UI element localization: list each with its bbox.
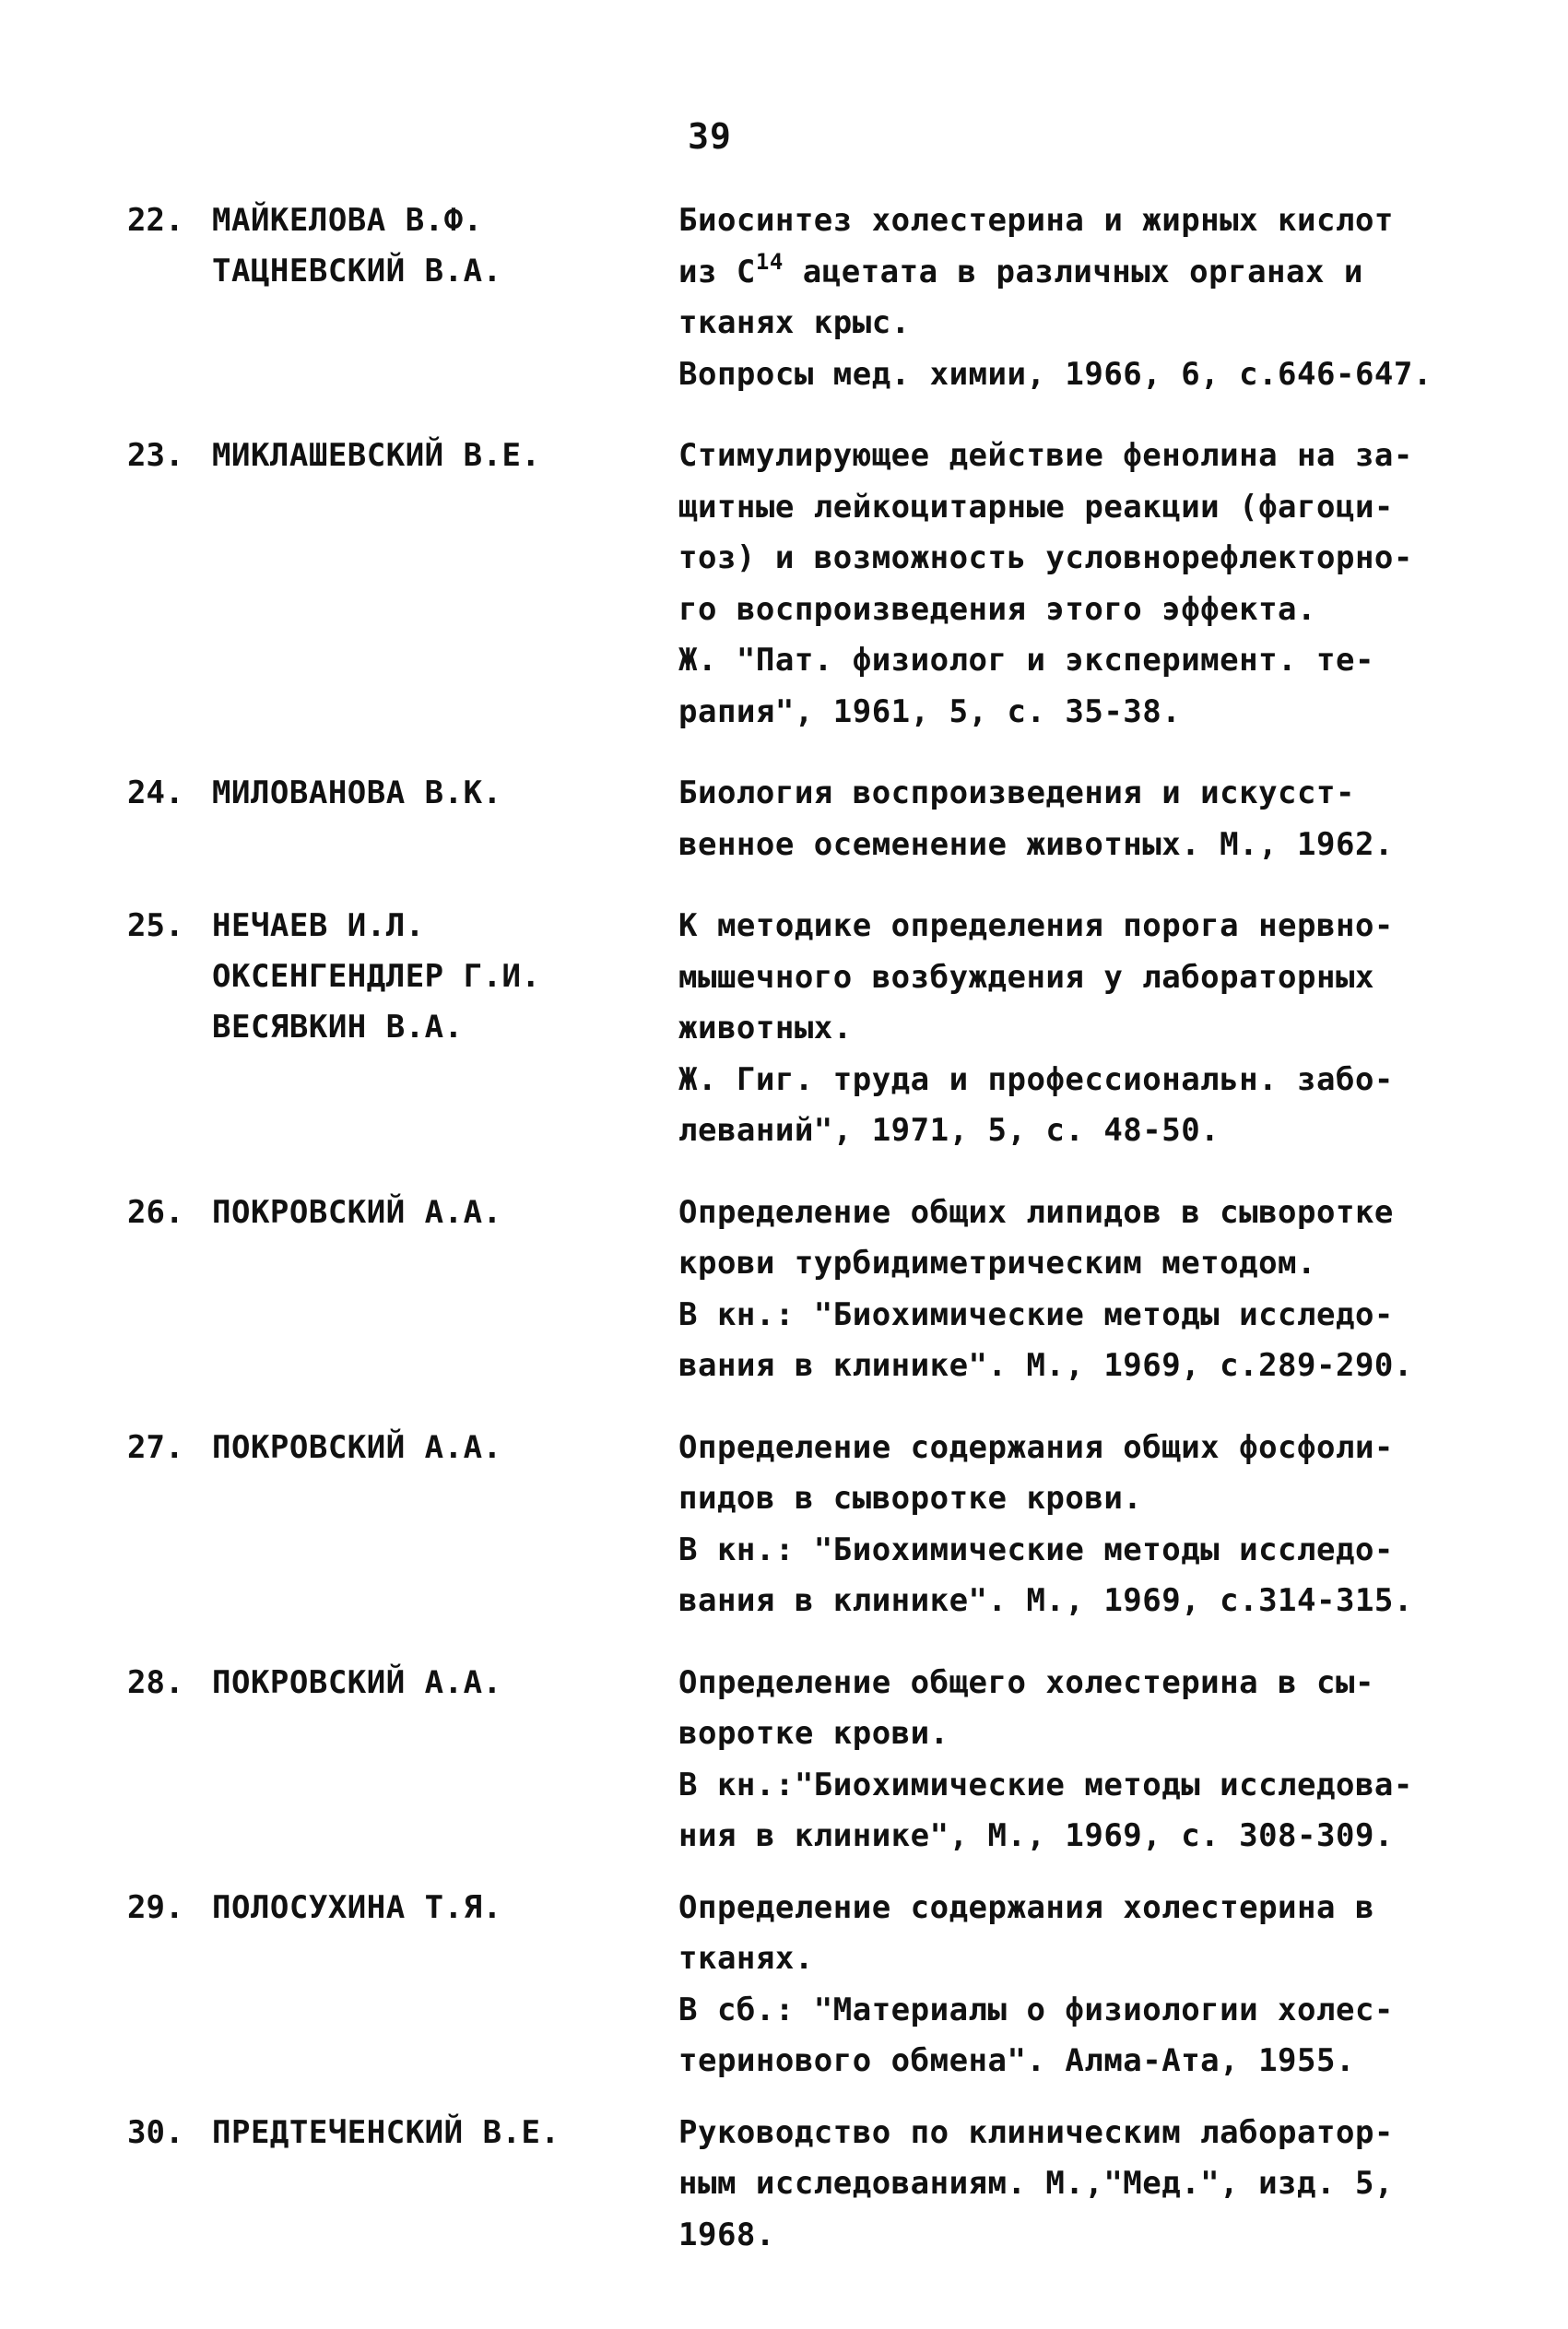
description-line: воротке крови. [678,1715,949,1752]
entry-authors [212,431,541,481]
description-line: тканях крыс. [678,304,911,341]
description-line: го воспроизведения этого эффекта. [678,590,1317,628]
entry-number: 30. [127,2113,184,2151]
entry-authors [212,1658,502,1708]
bibliography-entry [127,1423,1491,1627]
entry-description [678,195,1490,400]
entry-left-column [127,431,678,481]
description-line: В кн.: "Биохимические методы исследо- [678,1531,1394,1568]
entry-description [678,1883,1490,2087]
author-name: МИКЛАШЕВСКИЙ В.Е. [212,437,541,474]
entry-number: 28. [127,1663,184,1701]
author-name: ПРЕДТЕЧЕНСКИЙ В.Е. [212,2113,560,2151]
author-name: ПОКРОВСКИЙ А.А. [212,1663,502,1701]
description-line: Определение общих липидов в сыворотке [678,1193,1394,1231]
entry-authors [212,901,541,1053]
entry-description [678,431,1490,738]
entry-left-column [127,1883,678,1933]
author-name: МАЙКЕЛОВА В.Ф. [212,202,483,239]
description-line: Стимулирующее действие фенолина на за- [678,437,1413,474]
description-line: К методике определения порога нервно- [678,907,1394,944]
description-line: Ж. Гиг. труда и профессиональн. забо- [678,1060,1394,1098]
description-line: теринового обмена". Алма-Ата, 1955. [678,2042,1355,2079]
entry-description [678,1658,1490,1862]
entry-authors [212,1423,502,1473]
description-line: тканях. [678,1940,814,1977]
entry-number: 29. [127,1888,184,1926]
entry-authors [212,195,502,297]
description-line: Руководство по клиническим лаборатор- [678,2113,1394,2151]
isotope-superscript: 14 [755,248,784,275]
entry-description [678,1423,1490,1627]
isotope-prefix: из С [678,253,756,290]
bibliography-entry [127,431,1491,738]
entry-number: 26. [127,1193,184,1231]
entry-left-column [127,1188,678,1238]
description-line: ным исследованиям. М.,"Мед.", изд. 5, [678,2165,1394,2202]
description-line: Биосинтез холестерина и жирных кислот [678,202,1394,239]
description-line: леваний", 1971, 5, с. 48-50. [678,1112,1220,1149]
description-line: рапия", 1961, 5, с. 35-38. [678,692,1182,730]
description-line: пидов в сыворотке крови. [678,1480,1143,1517]
entry-number: 25. [127,907,184,944]
entry-number: 27. [127,1428,184,1466]
description-line: вания в клинике". М., 1969, с.314-315. [678,1582,1413,1619]
description-line: В кн.: "Биохимические методы исследо- [678,1295,1394,1333]
page-number: 39 [688,116,732,157]
author-name: НЕЧАЕВ И.Л. [212,907,425,944]
entry-left-column [127,768,678,819]
description-line-rest: ацетата в различных органах и [802,253,1363,290]
entry-number: 22. [127,202,184,239]
entry-number: 23. [127,437,184,474]
entry-authors [212,1883,502,1933]
bibliography-entry [127,901,1491,1157]
bibliography-entry [127,1658,1491,1862]
description-line: мышечного возбуждения у лабораторных [678,958,1374,996]
entry-description [678,1188,1490,1392]
bibliography-entry [127,2108,1491,2262]
entry-left-column [127,901,678,1053]
description-line: тоз) и возможность условнорефлекторно- [678,539,1413,576]
entry-description [678,2108,1490,2262]
author-name: ПОЛОСУХИНА Т.Я. [212,1888,502,1926]
entry-authors [212,768,502,819]
entry-left-column [127,2108,678,2158]
entry-left-column [127,1658,678,1708]
description-line: вания в клинике". М., 1969, с.289-290. [678,1347,1413,1384]
entry-description [678,768,1490,870]
description-line: щитные лейкоцитарные реакции (фагоци- [678,488,1394,526]
description-line: венное осеменение животных. М., 1962. [678,825,1394,863]
author-name: ТАЦНЕВСКИЙ В.А. [212,253,502,290]
entry-description [678,901,1490,1157]
bibliography-entry [127,768,1491,870]
author-name: МИЛОВАНОВА В.К. [212,774,502,811]
bibliography-entry [127,1883,1491,2087]
author-name: ПОКРОВСКИЙ А.А. [212,1428,502,1466]
description-line: Вопросы мед. химии, 1966, 6, с.646-647. [678,355,1432,393]
bibliography-entry [127,1188,1491,1392]
description-line: В кн.:"Биохимические методы исследова- [678,1766,1413,1803]
description-line: Определение общего холестерина в сы- [678,1663,1374,1701]
author-name: ПОКРОВСКИЙ А.А. [212,1193,502,1231]
bibliography-list [127,195,1491,2261]
entry-left-column [127,195,678,297]
entry-authors [212,1188,502,1238]
description-line: В сб.: "Материалы о физиологии холес- [678,1991,1394,2028]
description-line: Биология воспроизведения и искусст- [678,774,1355,811]
description-line: Определение содержания общих фосфоли- [678,1428,1394,1466]
description-line: ния в клинике", М., 1969, с. 308-309. [678,1817,1394,1854]
entry-left-column [127,1423,678,1473]
entry-number: 24. [127,774,184,811]
description-line [678,247,1490,299]
author-name: ОКСЕНГЕНДЛЕР Г.И. [212,958,541,995]
entry-authors [212,2108,560,2158]
bibliography-entry [127,195,1491,400]
description-line: животных. [678,1010,853,1046]
description-line: Определение содержания холестерина в [678,1888,1374,1926]
description-line: 1968. [678,2216,775,2253]
description-line: Ж. "Пат. физиолог и эксперимент. те- [678,642,1374,679]
author-name: ВЕСЯВКИН В.А. [212,1009,464,1046]
description-line: крови турбидиметрическим методом. [678,1245,1317,1282]
